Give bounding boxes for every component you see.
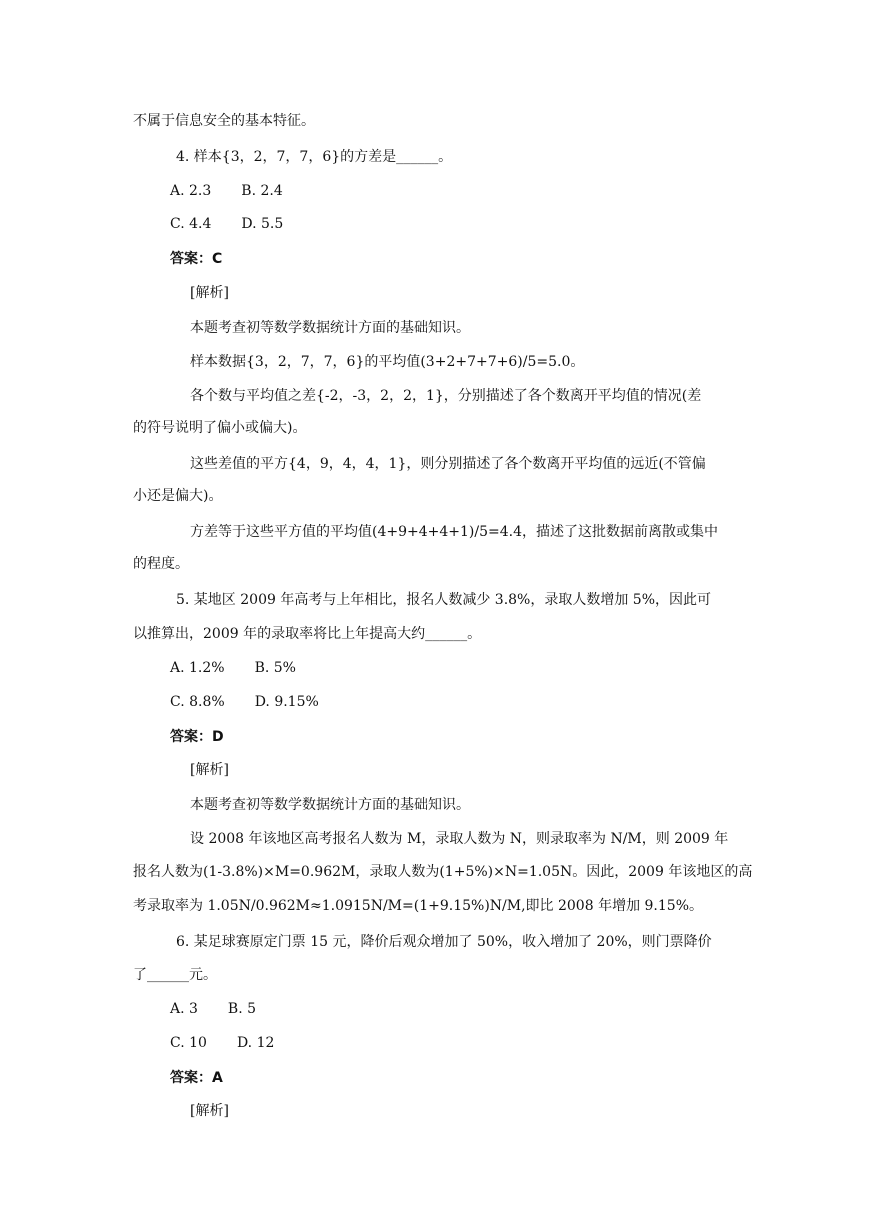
option-d: D. 5.5 xyxy=(241,216,284,232)
option-b: B. 5 xyxy=(227,1001,257,1017)
question-6: 6. 某足球赛原定门票 15 元，降价后观众增加了 50%，收入增加了 20%，则门票降价 xyxy=(176,934,712,950)
text-line: 本题考查初等数学数据统计方面的基础知识。 xyxy=(190,320,470,336)
options-row xyxy=(170,692,319,712)
text-line: 报名人数为(1-3.8%)×M=0.962M，录取人数为(1+5%)×N=1.05N。因此，2009 年该地区的高 xyxy=(133,864,753,880)
option-c: C. 8.8% xyxy=(170,694,225,710)
option-c: C. 10 xyxy=(170,1035,207,1051)
text-line: 小还是偏大)。 xyxy=(133,488,223,504)
options-row xyxy=(170,1033,274,1053)
option-a: A. 2.3 xyxy=(170,183,212,199)
question-4: 4. 样本{3，2，7，7，6}的方差是______。 xyxy=(176,149,453,165)
text-line: 的程度。 xyxy=(133,556,189,572)
option-c: C. 4.4 xyxy=(170,216,212,232)
text-line: 的符号说明了偏小或偏大)。 xyxy=(133,420,307,436)
text-line: 样本数据{3，2，7，7，6}的平均值(3+2+7+7+6)/5=5.0。 xyxy=(190,354,585,370)
text-line: 各个数与平均值之差{-2，-3，2，2，1}，分别描述了各个数离开平均值的情况(差 xyxy=(190,388,702,404)
text-line: 设 2008 年该地区高考报名人数为 M，录取人数为 N，则录取率为 N/M，则 2009 年 xyxy=(190,831,729,847)
text-line: 这些差值的平方{4，9，4，4，1}，则分别描述了各个数离开平均值的远近(不管偏 xyxy=(190,456,706,472)
option-d: D. 12 xyxy=(236,1035,275,1051)
answer-label: 答案：A xyxy=(170,1070,223,1086)
text-line: 方差等于这些平方值的平均值(4+9+4+4+1)/5=4.4，描述了这批数据前离散或集中 xyxy=(190,524,718,540)
option-b: B. 5% xyxy=(254,660,296,676)
text-line: 了______元。 xyxy=(133,967,217,983)
option-a: A. 3 xyxy=(170,1001,198,1017)
answer-label: 答案：D xyxy=(170,729,224,745)
text-line: 以推算出，2009 年的录取率将比上年提高大约______。 xyxy=(133,626,482,642)
analysis-label: [解析] xyxy=(190,285,229,301)
option-d: D. 9.15% xyxy=(254,694,319,710)
options-row xyxy=(170,214,283,234)
analysis-label: [解析] xyxy=(190,762,229,778)
options-row xyxy=(170,181,283,201)
option-b: B. 2.4 xyxy=(241,183,283,199)
option-a: A. 1.2% xyxy=(170,660,225,676)
text-line: 不属于信息安全的基本特征。 xyxy=(133,113,315,129)
text-line: 本题考查初等数学数据统计方面的基础知识。 xyxy=(190,797,470,813)
text-line: 考录取率为 1.05N/0.962M≈1.0915N/M=(1+9.15%)N/M,即比 2008 年增加 9.15%。 xyxy=(133,898,703,914)
answer-label: 答案：C xyxy=(170,251,223,267)
options-row xyxy=(170,999,256,1019)
analysis-label: [解析] xyxy=(190,1103,229,1119)
options-row xyxy=(170,658,296,678)
question-5: 5. 某地区 2009 年高考与上年相比，报名人数减少 3.8%，录取人数增加 5%，因此可 xyxy=(176,592,712,608)
